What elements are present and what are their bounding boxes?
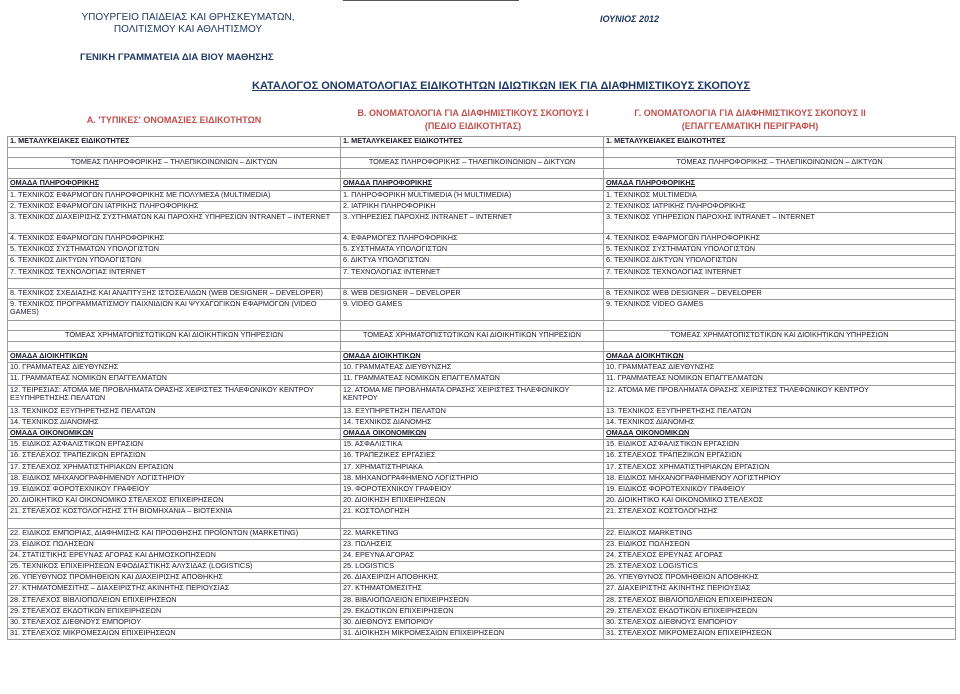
spacer-row: [8, 278, 956, 288]
table-row: [8, 606, 956, 617]
column-c-cell: 11. ΓΡΑΜΜΑΤΕΑΣ ΝΟΜΙΚΩΝ ΕΠΑΓΓΕΛΜΑΤΩΝ: [604, 374, 956, 385]
column-c-cell: [604, 278, 956, 288]
column-b-cell: [341, 169, 604, 179]
column-b-cell: [341, 320, 604, 330]
column-a-cell: 9. ΤΕΧΝΙΚΟΣ ΠΡΟΓΡΑΜΜΑΤΙΣΜΟΥ ΠΑΙΧΝΙΔΙΩΝ ΚΑΙ ΨΥΧΑΓΩΓΙΚΩΝ ΕΦΑΡΜΟΓΩΝ (VIDEO GAMES): [8, 299, 341, 320]
table-row: [8, 201, 956, 212]
column-b-cell: [341, 342, 604, 352]
column-a-cell: 6. ΤΕΧΝΙΚΟΣ ΔΙΚΤΥΩΝ ΥΠΟΛΟΓΙΣΤΩΝ: [8, 256, 341, 267]
table-row: [8, 299, 956, 320]
column-b-cell: 22. MARKETING: [341, 528, 604, 539]
column-a-cell: [8, 518, 341, 528]
specialties-table-body: [8, 137, 956, 640]
column-a-cell: 11. ΓΡΑΜΜΑΤΕΑΣ ΝΟΜΙΚΩΝ ΕΠΑΓΓΕΛΜΑΤΩΝ: [8, 374, 341, 385]
table-row: [8, 429, 956, 440]
column-c-cell: 28. ΣΤΕΛΕΧΟΣ ΒΙΒΛΙΟΠΩΛΕΙΩΝ ΕΠΙΧΕΙΡΗΣΕΩΝ: [604, 595, 956, 606]
column-a-cell: 2. ΤΕΧΝΙΚΟΣ ΕΦΑΡΜΟΓΩΝ ΙΑΤΡΙΚΗΣ ΠΛΗΡΟΦΟΡΙΚΗΣ: [8, 201, 341, 212]
column-c-cell: [604, 320, 956, 330]
ministry-line-2: ΠΟΛΙΤΙΣΜΟΥ ΚΑΙ ΑΘΛΗΤΙΣΜΟΥ: [113, 24, 263, 35]
column-a-cell: 10. ΓΡΑΜΜΑΤΕΑΣ ΔΙΕΥΘΥΝΣΗΣ: [8, 363, 341, 374]
column-c-cell: 2. ΤΕΧΝΙΚΟΣ ΙΑΤΡΙΚΗΣ ΠΛΗΡΟΦΟΡΙΚΗΣ: [604, 201, 956, 212]
ministry-line-1: ΥΠΟΥΡΓΕΙΟ ΠΑΙΔΕΙΑΣ ΚΑΙ ΘΡΗΣΚΕΥΜΑΤΩΝ,: [81, 12, 295, 23]
column-a-cell: 8. ΤΕΧΝΙΚΟΣ ΣΧΕΔΙΑΣΗΣ ΚΑΙ ΑΝΑΠΤΥΞΗΣ ΙΣΤΟΣΕΛΙΔΩΝ (WEB DESIGNER – DEVELOPER): [8, 288, 341, 299]
table-row: [8, 374, 956, 385]
column-a-cell: 1. ΤΕΧΝΙΚΟΣ ΕΦΑΡΜΟΓΩΝ ΠΛΗΡΟΦΟΡΙΚΗΣ ΜΕ ΠΟΛΥΜΕΣΑ (MULTIMEDIA): [8, 190, 341, 201]
column-b-cell: ΟΜΑΔΑ ΟΙΚΟΝΟΜΙΚΩΝ: [341, 429, 604, 440]
column-c-cell: ΤΟΜΕΑΣ ΠΛΗΡΟΦΟΡΙΚΗΣ – ΤΗΛΕΠΙΚΟΙΝΩΝΙΩΝ – ΔΙΚΤΥΩΝ: [604, 158, 956, 169]
column-a-cell: ΤΟΜΕΑΣ ΠΛΗΡΟΦΟΡΙΚΗΣ – ΤΗΛΕΠΙΚΟΙΝΩΝΙΩΝ – ΔΙΚΤΥΩΝ: [8, 158, 341, 169]
column-c-cell: ΟΜΑΔΑ ΔΙΟΙΚΗΤΙΚΩΝ: [604, 352, 956, 363]
column-c-cell: 29. ΣΤΕΛΕΧΟΣ ΕΚΔΟΤΙΚΩΝ ΕΠΙΧΕΙΡΗΣΕΩΝ: [604, 606, 956, 617]
column-c-cell: 31. ΣΤΕΛΕΧΟΣ ΜΙΚΡΟΜΕΣΑΙΩΝ ΕΠΙΧΕΙΡΗΣΕΩΝ: [604, 629, 956, 640]
column-a-cell: 18. ΕΙΔΙΚΟΣ ΜΗΧΑΝΟΓΡΑΦΗΜΕΝΟΥ ΛΟΓΙΣΤΗΡΙΟΥ: [8, 473, 341, 484]
column-b-cell: ΤΟΜΕΑΣ ΧΡΗΜΑΤΟΠΙΣΤΩΤΙΚΩΝ ΚΑΙ ΔΙΟΙΚΗΤΙΚΩΝ ΥΠΗΡΕΣΙΩΝ: [341, 330, 604, 341]
column-a-cell: [8, 169, 341, 179]
table-row: [8, 629, 956, 640]
secretariat-heading: ΓΕΝΙΚΗ ΓΡΑΜΜΑΤΕΙΑ ΔΙΑ ΒΙΟΥ ΜΑΘΗΣΗΣ: [80, 52, 274, 63]
column-b-cell: [341, 278, 604, 288]
table-row: [8, 330, 956, 341]
column-a-cell: 31. ΣΤΕΛΕΧΟΣ ΜΙΚΡΟΜΕΣΑΙΩΝ ΕΠΙΧΕΙΡΗΣΕΩΝ: [8, 629, 341, 640]
column-b-cell: 5. ΣΥΣΤΗΜΑΤΑ ΥΠΟΛΟΓΙΣΤΩΝ: [341, 245, 604, 256]
column-c-cell: 21. ΣΤΕΛΕΧΟΣ ΚΟΣΤΟΛΟΓΗΣΗΣ: [604, 507, 956, 518]
table-row: [8, 288, 956, 299]
column-b-cell: 2. ΙΑΤΡΙΚΗ ΠΛΗΡΟΦΟΡΙΚΗ: [341, 201, 604, 212]
spacer-row: [8, 320, 956, 330]
column-b-cell: 15. ΑΣΦΑΛΙΣΤΙΚΑ: [341, 440, 604, 451]
column-a-cell: 20. ΔΙΟΙΚΗΤΙΚΟ ΚΑΙ ΟΙΚΟΝΟΜΙΚΟ ΣΤΕΛΕΧΟΣ ΕΠΙΧΕΙΡΗΣΕΩΝ: [8, 496, 341, 507]
column-b-cell: 16. ΤΡΑΠΕΖΙΚΕΣ ΕΡΓΑΣΙΕΣ: [341, 451, 604, 462]
table-row: [8, 233, 956, 244]
spacer-row: [8, 148, 956, 158]
column-b-cell: 6. ΔΙΚΤΥΑ ΥΠΟΛΟΓΙΣΤΩΝ: [341, 256, 604, 267]
column-c-cell: 7. ΤΕΧΝΙΚΟΣ ΤΕΧΝΟΛΟΓΙΑΣ INTERNET: [604, 267, 956, 278]
column-c-cell: 20. ΔΙΟΙΚΗΤΙΚΟ ΚΑΙ ΟΙΚΟΝΟΜΙΚΟ ΣΤΕΛΕΧΟΣ: [604, 496, 956, 507]
column-b-cell: 12. ΑΤΟΜΑ ΜΕ ΠΡΟΒΛΗΜΑΤΑ ΟΡΑΣΗΣ ΧΕΙΡΙΣΤΕΣ ΤΗΛΕΦΩΝΙΚΟΥ ΚΕΝΤΡΟΥ: [341, 385, 604, 406]
column-b-cell: 21. ΚΟΣΤΟΛΟΓΗΣΗ: [341, 507, 604, 518]
column-c-cell: ΤΟΜΕΑΣ ΧΡΗΜΑΤΟΠΙΣΤΩΤΙΚΩΝ ΚΑΙ ΔΙΟΙΚΗΤΙΚΩΝ ΥΠΗΡΕΣΙΩΝ: [604, 330, 956, 341]
column-b-cell: ΟΜΑΔΑ ΔΙΟΙΚΗΤΙΚΩΝ: [341, 352, 604, 363]
column-b-cell: 31. ΔΙΟΙΚΗΣΗ ΜΙΚΡΟΜΕΣΑΙΩΝ ΕΠΙΧΕΙΡΗΣΕΩΝ: [341, 629, 604, 640]
column-b-cell: 4. ΕΦΑΡΜΟΓΕΣ ΠΛΗΡΟΦΟΡΙΚΗΣ: [341, 233, 604, 244]
table-row: [8, 595, 956, 606]
column-a-cell: ΤΟΜΕΑΣ ΧΡΗΜΑΤΟΠΙΣΤΩΤΙΚΩΝ ΚΑΙ ΔΙΟΙΚΗΤΙΚΩΝ ΥΠΗΡΕΣΙΩΝ: [8, 330, 341, 341]
document-date: ΙΟΥΝΙΟΣ 2012: [600, 14, 659, 24]
column-a-cell: 23. ΕΙΔΙΚΟΣ ΠΩΛΗΣΕΩΝ: [8, 539, 341, 550]
column-b-cell: 9. VIDEO GAMES: [341, 299, 604, 320]
column-c-cell: 16. ΣΤΕΛΕΧΟΣ ΤΡΑΠΕΖΙΚΩΝ ΕΡΓΑΣΙΩΝ: [604, 451, 956, 462]
column-a-cell: 16. ΣΤΕΛΕΧΟΣ ΤΡΑΠΕΖΙΚΩΝ ΕΡΓΑΣΙΩΝ: [8, 451, 341, 462]
column-b-cell: 25. LOGISTICS: [341, 562, 604, 573]
column-a-cell: 28. ΣΤΕΛΕΧΟΣ ΒΙΒΛΙΟΠΩΛΕΙΩΝ ΕΠΙΧΕΙΡΗΣΕΩΝ: [8, 595, 341, 606]
column-c-cell: 12. ΑΤΟΜΑ ΜΕ ΠΡΟΒΛΗΜΑΤΑ ΟΡΑΣΗΣ ΧΕΙΡΙΣΤΕΣ ΤΗΛΕΦΩΝΙΚΟΥ ΚΕΝΤΡΟΥ: [604, 385, 956, 406]
table-row: [8, 496, 956, 507]
column-b-cell: 1. ΜΕΤΑΛΥΚΕΙΑΚΕΣ ΕΙΔΙΚΟΤΗΤΕΣ: [341, 137, 604, 148]
table-row: [8, 440, 956, 451]
column-c-cell: 26. ΥΠΕΥΘΥΝΟΣ ΠΡΟΜΗΘΕΙΩΝ ΑΠΟΘΗΚΗΣ: [604, 573, 956, 584]
column-c-cell: 8. ΤΕΧΝΙΚΟΣ WEB DESIGNER – DEVELOPER: [604, 288, 956, 299]
table-row: [8, 573, 956, 584]
table-row: [8, 473, 956, 484]
column-a-cell: [8, 320, 341, 330]
category-a-heading: Α. 'ΤΥΠΙΚΕΣ' ΟΝΟΜΑΣΙΕΣ ΕΙΔΙΚΟΤΗΤΩΝ: [86, 115, 262, 125]
spacer-row: [8, 518, 956, 528]
column-c-cell: 23. ΕΙΔΙΚΟΣ ΠΩΛΗΣΕΩΝ: [604, 539, 956, 550]
column-a-cell: ΟΜΑΔΑ ΠΛΗΡΟΦΟΡΙΚΗΣ: [8, 179, 341, 190]
column-b-cell: 1. ΠΛΗΡΟΦΟΡΙΚΗ MULTIMEDIA (Ή MULTIMEDIA): [341, 190, 604, 201]
column-a-cell: 13. ΤΕΧΝΙΚΟΣ ΕΞΥΠΗΡΕΤΗΣΗΣ ΠΕΛΑΤΩΝ: [8, 406, 341, 417]
column-c-cell: 1. ΜΕΤΑΛΥΚΕΙΑΚΕΣ ΕΙΔΙΚΟΤΗΤΕΣ: [604, 137, 956, 148]
column-c-cell: 17. ΣΤΕΛΕΧΟΣ ΧΡΗΜΑΤΙΣΤΗΡΙΑΚΩΝ ΕΡΓΑΣΙΩΝ: [604, 462, 956, 473]
column-a-cell: 21. ΣΤΕΛΕΧΟΣ ΚΟΣΤΟΛΟΓΗΣΗΣ ΣΤΗ ΒΙΟΜΗΧΑΝΙΑ – ΒΙΟΤΕΧΝΙΑ: [8, 507, 341, 518]
table-row: [8, 352, 956, 363]
column-b-cell: 26. ΔΙΑΧΕΙΡΙΣΗ ΑΠΟΘΗΚΗΣ: [341, 573, 604, 584]
column-b-cell: [341, 148, 604, 158]
category-b-line-2: (ΠΕΔΙΟ ΕΙΔΙΚΟΤΗΤΑΣ): [424, 121, 522, 131]
table-row: [8, 158, 956, 169]
top-rule: [343, 0, 519, 1]
table-row: [8, 406, 956, 417]
column-b-cell: 17. ΧΡΗΜΑΤΙΣΤΗΡΙΑΚΑ: [341, 462, 604, 473]
table-row: [8, 528, 956, 539]
category-c-heading: [608, 107, 892, 133]
table-row: [8, 484, 956, 495]
table-row: [8, 451, 956, 462]
column-c-cell: [604, 518, 956, 528]
table-row: [8, 462, 956, 473]
table-row: [8, 212, 956, 233]
table-row: [8, 267, 956, 278]
spacer-row: [8, 342, 956, 352]
column-a-cell: 4. ΤΕΧΝΙΚΟΣ ΕΦΑΡΜΟΓΩΝ ΠΛΗΡΟΦΟΡΙΚΗΣ: [8, 233, 341, 244]
column-b-cell: ΤΟΜΕΑΣ ΠΛΗΡΟΦΟΡΙΚΗΣ – ΤΗΛΕΠΙΚΟΙΝΩΝΙΩΝ – ΔΙΚΤΥΩΝ: [341, 158, 604, 169]
column-b-cell: 30. ΔΙΕΘΝΟΥΣ ΕΜΠΟΡΙΟΥ: [341, 618, 604, 629]
column-a-cell: 17. ΣΤΕΛΕΧΟΣ ΧΡΗΜΑΤΙΣΤΗΡΙΑΚΩΝ ΕΡΓΑΣΙΩΝ: [8, 462, 341, 473]
column-a-cell: 25. ΤΕΧΝΙΚΟΣ ΕΠΙΧΕΙΡΗΣΕΩΝ ΕΦΟΔΙΑΣΤΙΚΗΣ ΑΛΥΣΙΔΑΣ (LOGISTICS): [8, 562, 341, 573]
column-b-cell: 13. ΕΞΥΠΗΡΕΤΗΣΗ ΠΕΛΑΤΩΝ: [341, 406, 604, 417]
column-a-cell: 27. ΚΤΗΜΑΤΟΜΕΣΙΤΗΣ – ΔΙΑΧΕΙΡΙΣΤΗΣ ΑΚΙΝΗΤΗΣ ΠΕΡΙΟΥΣΙΑΣ: [8, 584, 341, 595]
column-c-cell: 13. ΤΕΧΝΙΚΟΣ ΕΞΥΠΗΡΕΤΗΣΗΣ ΠΕΛΑΤΩΝ: [604, 406, 956, 417]
table-row: [8, 385, 956, 406]
category-c-line-2: (ΕΠΑΓΓΕΛΜΑΤΙΚΗ ΠΕΡΙΓΡΑΦΗ): [681, 121, 819, 131]
column-b-cell: 29. ΕΚΔΟΤΙΚΩΝ ΕΠΙΧΕΙΡΗΣΕΩΝ: [341, 606, 604, 617]
table-row: [8, 584, 956, 595]
column-b-cell: 14. ΤΕΧΝΙΚΟΣ ΔΙΑΝΟΜΗΣ: [341, 417, 604, 428]
table-row: [8, 562, 956, 573]
table-row: [8, 179, 956, 190]
page-title: ΚΑΤΑΛΟΓΟΣ ΟΝΟΜΑΤΟΛΟΓΙΑΣ ΕΙΔΙΚΟΤΗΤΩΝ ΙΔΙΩΤΙΚΩΝ ΙΕΚ ΓΙΑ ΔΙΑΦΗΜΙΣΤΙΚΟΥΣ ΣΚΟΠΟΥΣ: [252, 80, 751, 92]
column-b-cell: [341, 518, 604, 528]
column-a-cell: 12. ΤΕΙΡΕΣΙΑΣ: ΑΤΟΜΑ ΜΕ ΠΡΟΒΛΗΜΑΤΑ ΟΡΑΣΗΣ ΧΕΙΡΙΣΤΕΣ ΤΗΛΕΦΩΝΙΚΟΥ ΚΕΝΤΡΟΥ ΕΞΥΠΗΡΕΤΗΣΗΣ ΠΕΛΑΤΩΝ: [8, 385, 341, 406]
column-c-cell: [604, 342, 956, 352]
category-c-line-1: Γ. ΟΝΟΜΑΤΟΛΟΓΙΑ ΓΙΑ ΔΙΑΦΗΜΙΣΤΙΚΟΥΣ ΣΚΟΠΟΥΣ ΙΙ: [634, 108, 866, 118]
ministry-heading: [78, 12, 298, 36]
column-b-cell: 27. ΚΤΗΜΑΤΟΜΕΣΙΤΗΣ: [341, 584, 604, 595]
category-b-line-1: Β. ΟΝΟΜΑΤΟΛΟΓΙΑ ΓΙΑ ΔΙΑΦΗΜΙΣΤΙΚΟΥΣ ΣΚΟΠΟΥΣ Ι: [357, 108, 589, 118]
column-a-cell: [8, 342, 341, 352]
table-row: [8, 618, 956, 629]
column-a-cell: 14. ΤΕΧΝΙΚΟΣ ΔΙΑΝΟΜΗΣ: [8, 417, 341, 428]
column-c-cell: 3. ΤΕΧΝΙΚΟΣ ΥΠΗΡΕΣΙΩΝ ΠΑΡΟΧΗΣ INTRANET – INTERNET: [604, 212, 956, 233]
column-a-cell: 22. ΕΙΔΙΚΟΣ ΕΜΠΟΡΙΑΣ, ΔΙΑΦΗΜΙΣΗΣ ΚΑΙ ΠΡΟΩΘΗΣΗΣ ΠΡΟΪΟΝΤΩΝ (MARKETING): [8, 528, 341, 539]
column-c-cell: ΟΜΑΔΑ ΠΛΗΡΟΦΟΡΙΚΗΣ: [604, 179, 956, 190]
table-row: [8, 363, 956, 374]
column-c-cell: 19. ΕΙΔΙΚΟΣ ΦΟΡΟΤΕΧΝΙΚΟΥ ΓΡΑΦΕΙΟΥ: [604, 484, 956, 495]
column-b-cell: 24. ΕΡΕΥΝΑ ΑΓΟΡΑΣ: [341, 550, 604, 561]
column-a-cell: 29. ΣΤΕΛΕΧΟΣ ΕΚΔΟΤΙΚΩΝ ΕΠΙΧΕΙΡΗΣΕΩΝ: [8, 606, 341, 617]
column-a-cell: 30. ΣΤΕΛΕΧΟΣ ΔΙΕΘΝΟΥΣ ΕΜΠΟΡΙΟΥ: [8, 618, 341, 629]
category-b-heading: [345, 107, 601, 133]
column-c-cell: 18. ΕΙΔΙΚΟΣ ΜΗΧΑΝΟΓΡΑΦΗΜΕΝΟΥ ΛΟΓΙΣΤΗΡΙΟΥ: [604, 473, 956, 484]
column-b-cell: 7. ΤΕΧΝΟΛΟΓΙΑΣ INTERNET: [341, 267, 604, 278]
column-b-cell: 11. ΓΡΑΜΜΑΤΕΑΣ ΝΟΜΙΚΩΝ ΕΠΑΓΓΕΛΜΑΤΩΝ: [341, 374, 604, 385]
column-a-cell: 19. ΕΙΔΙΚΟΣ ΦΟΡΟΤΕΧΝΙΚΟΥ ΓΡΑΦΕΙΟΥ: [8, 484, 341, 495]
column-a-cell: 26. ΥΠΕΥΘΥΝΟΣ ΠΡΟΜΗΘΕΙΩΝ ΚΑΙ ΔΙΑΧΕΙΡΙΣΗΣ ΑΠΟΘΗΚΗΣ: [8, 573, 341, 584]
column-a-cell: ΟΜΑΔΑ ΟΙΚΟΝΟΜΙΚΩΝ: [8, 429, 341, 440]
column-b-cell: ΟΜΑΔΑ ΠΛΗΡΟΦΟΡΙΚΗΣ: [341, 179, 604, 190]
column-b-cell: 23. ΠΩΛΗΣΕΙΣ: [341, 539, 604, 550]
specialties-table: [7, 136, 956, 640]
column-a-cell: 5. ΤΕΧΝΙΚΟΣ ΣΥΣΤΗΜΑΤΩΝ ΥΠΟΛΟΓΙΣΤΩΝ: [8, 245, 341, 256]
column-b-cell: 18. ΜΗΧΑΝΟΓΡΑΦΗΜΕΝΟ ΛΟΓΙΣΤΗΡΙΟ: [341, 473, 604, 484]
column-b-cell: 20. ΔΙΟΙΚΗΣΗ ΕΠΙΧΕΙΡΗΣΕΩΝ: [341, 496, 604, 507]
column-a-cell: 24. ΣΤΑΤΙΣΤΙΚΗΣ ΕΡΕΥΝΑΣ ΑΓΟΡΑΣ ΚΑΙ ΔΗΜΟΣΚΟΠΗΣΕΩΝ: [8, 550, 341, 561]
column-a-cell: [8, 148, 341, 158]
column-c-cell: 10. ΓΡΑΜΜΑΤΕΑΣ ΔΙΕΥΘΥΝΣΗΣ: [604, 363, 956, 374]
column-c-cell: 5. ΤΕΧΝΙΚΟΣ ΣΥΣΤΗΜΑΤΩΝ ΥΠΟΛΟΓΙΣΤΩΝ: [604, 245, 956, 256]
column-a-cell: [8, 278, 341, 288]
table-row: [8, 550, 956, 561]
column-c-cell: 27. ΔΙΑΧΕΙΡΙΣΤΗΣ ΑΚΙΝΗΤΗΣ ΠΕΡΙΟΥΣΙΑΣ: [604, 584, 956, 595]
column-c-cell: ΟΜΑΔΑ ΟΙΚΟΝΟΜΙΚΩΝ: [604, 429, 956, 440]
table-row: [8, 539, 956, 550]
column-c-cell: [604, 169, 956, 179]
column-b-cell: 10. ΓΡΑΜΜΑΤΕΑΣ ΔΙΕΥΘΥΝΣΗΣ: [341, 363, 604, 374]
column-b-cell: 8. WEB DESIGNER – DEVELOPER: [341, 288, 604, 299]
column-c-cell: 6. ΤΕΧΝΙΚΟΣ ΔΙΚΤΥΩΝ ΥΠΟΛΟΓΙΣΤΩΝ: [604, 256, 956, 267]
column-b-cell: 19. ΦΟΡΟΤΕΧΝΙΚΟΥ ΓΡΑΦΕΙΟΥ: [341, 484, 604, 495]
column-c-cell: 24. ΣΤΕΛΕΧΟΣ ΕΡΕΥΝΑΣ ΑΓΟΡΑΣ: [604, 550, 956, 561]
table-row: [8, 507, 956, 518]
column-c-cell: 1. ΤΕΧΝΙΚΟΣ MULTIMEDIA: [604, 190, 956, 201]
column-a-cell: 3. ΤΕΧΝΙΚΟΣ ΔΙΑΧΕΙΡΙΣΗΣ ΣΥΣΤΗΜΑΤΩΝ ΚΑΙ ΠΑΡΟΧΗΣ ΥΠΗΡΕΣΙΩΝ INTRANET – INTERNET: [8, 212, 341, 233]
spacer-row: [8, 169, 956, 179]
column-c-cell: [604, 148, 956, 158]
table-row: [8, 417, 956, 428]
column-c-cell: 22. ΕΙΔΙΚΟΣ MARKETING: [604, 528, 956, 539]
column-c-cell: 25. ΣΤΕΛΕΧΟΣ LOGISTICS: [604, 562, 956, 573]
column-c-cell: 4. ΤΕΧΝΙΚΟΣ ΕΦΑΡΜΟΓΩΝ ΠΛΗΡΟΦΟΡΙΚΗΣ: [604, 233, 956, 244]
table-row: [8, 137, 956, 148]
column-b-cell: 3. ΥΠΗΡΕΣΙΕΣ ΠΑΡΟΧΗΣ INTRANET – INTERNET: [341, 212, 604, 233]
column-a-cell: 15. ΕΙΔΙΚΟΣ ΑΣΦΑΛΙΣΤΙΚΩΝ ΕΡΓΑΣΙΩΝ: [8, 440, 341, 451]
column-a-cell: ΟΜΑΔΑ ΔΙΟΙΚΗΤΙΚΩΝ: [8, 352, 341, 363]
column-a-cell: 1. ΜΕΤΑΛΥΚΕΙΑΚΕΣ ΕΙΔΙΚΟΤΗΤΕΣ: [8, 137, 341, 148]
table-row: [8, 190, 956, 201]
column-c-cell: 9. ΤΕΧΝΙΚΟΣ VIDEO GAMES: [604, 299, 956, 320]
column-b-cell: 28. ΒΙΒΛΙΟΠΩΛΕΙΩΝ ΕΠΙΧΕΙΡΗΣΕΩΝ: [341, 595, 604, 606]
table-row: [8, 256, 956, 267]
column-c-cell: 30. ΣΤΕΛΕΧΟΣ ΔΙΕΘΝΟΥΣ ΕΜΠΟΡΙΟΥ: [604, 618, 956, 629]
table-row: [8, 245, 956, 256]
column-a-cell: 7. ΤΕΧΝΙΚΟΣ ΤΕΧΝΟΛΟΓΙΑΣ INTERNET: [8, 267, 341, 278]
column-c-cell: 15. ΕΙΔΙΚΟΣ ΑΣΦΑΛΙΣΤΙΚΩΝ ΕΡΓΑΣΙΩΝ: [604, 440, 956, 451]
column-c-cell: 14. ΤΕΧΝΙΚΟΣ ΔΙΑΝΟΜΗΣ: [604, 417, 956, 428]
